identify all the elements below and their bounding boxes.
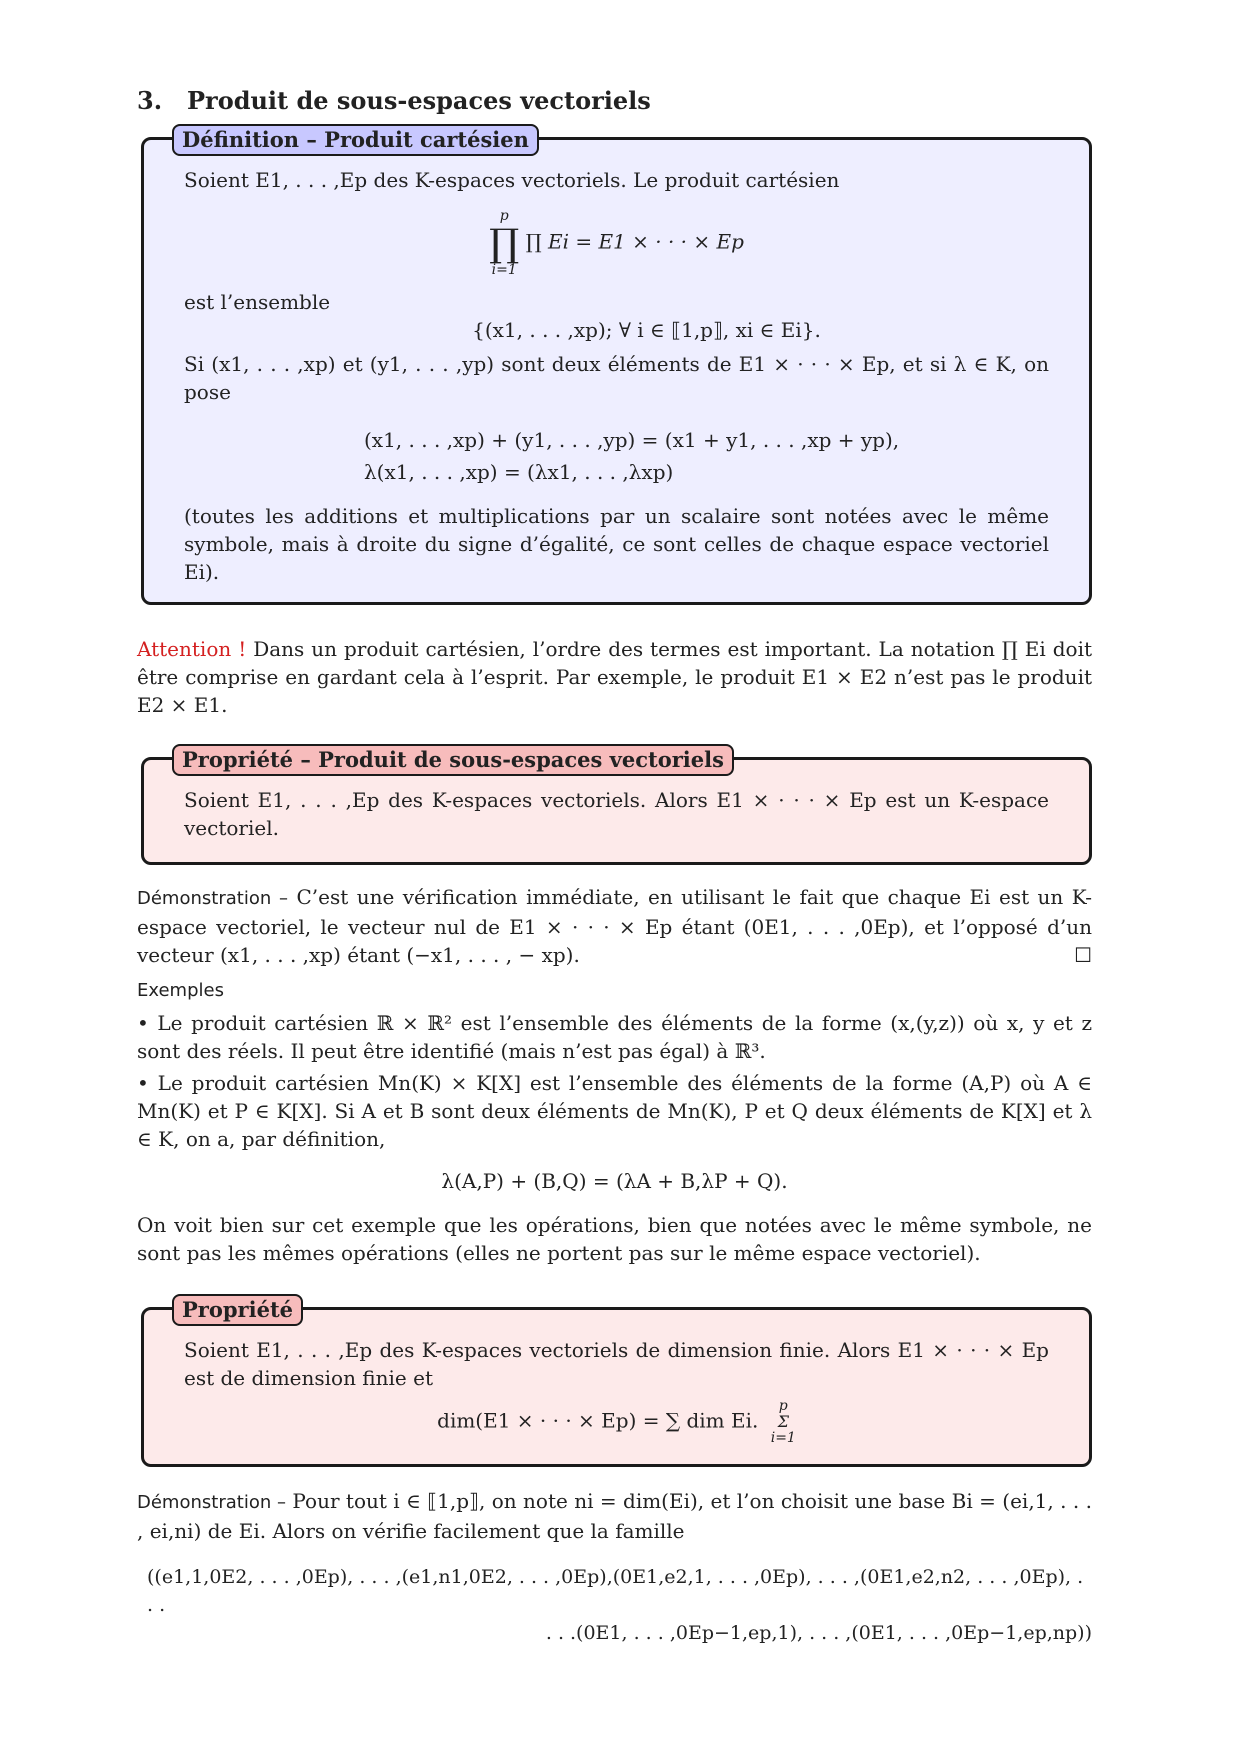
qed-symbol: ☐: [1074, 943, 1092, 967]
attention-text: Dans un produit cartésien, l’ordre des termes est important. La notation ∏ Ei doit être comprise en gardant cela à l’esprit. Par exemple, le produit E1 × E2 n’est pas le produit E2 × E1.: [137, 637, 1093, 717]
basis-family: [137, 1563, 1092, 1647]
document-page: [137, 86, 1092, 1647]
demonstration-1: [137, 883, 1092, 969]
demonstration-label-1: Démonstration –: [137, 888, 289, 909]
definition-if-line: Si (x1, . . . ,xp) et (y1, . . . ,yp) sont deux éléments de E1 × · · · × Ep, et si λ ∈ K, on pose: [184, 352, 1049, 404]
sum-limits: p Σ i=1: [770, 1398, 796, 1446]
product-operator: p ∏ i=1: [489, 208, 520, 278]
definition-note: (toutes les additions et multiplications par un scalaire sont notées avec le même symbole, mais à droite du signe d’égalité, ce sont celles de chaque espace vectoriel Ei).: [184, 504, 1049, 584]
section-number: 3.: [137, 86, 163, 115]
demonstration-text-2: Pour tout i ∈ ⟦1,p⟧, on note ni = dim(Ei), et l’on choisit une base Bi = (ei,1, . . . , ei,ni) de Ei. Alors on vérifie facilement que la famille: [137, 1489, 1092, 1543]
product-formula-text: ∏ Ei = E1 × · · · × Ep: [525, 229, 744, 254]
operation-sum: (x1, . . . ,xp) + (y1, . . . ,yp) = (x1 + y1, . . . ,xp + yp),: [364, 428, 900, 452]
definition-box: [141, 127, 1092, 605]
definition-intro: Soient E1, . . . ,Ep des K-espaces vectoriels. Le produit cartésien: [184, 168, 840, 192]
family-line-1: ((e1,1,0E2, . . . ,0Ep), . . . ,(e1,n1,0E2, . . . ,0Ep),(0E1,e2,1, . . . ,0Ep), . . . ,(0E1,e2,n2, . . . ,0Ep), . . .: [147, 1566, 1084, 1616]
property-box-1: [141, 747, 1092, 865]
example-2: • Le produit cartésien Mn(K) × K[X] est l’ensemble des éléments de la forme (A,P) où A ∈ Mn(K) et P ∈ K[X]. Si A et B sont deux éléments de Mn(K), P et Q deux éléments de K[X] et λ ∈ K, on a, par définition,: [137, 1071, 1092, 1151]
product-formula: [184, 208, 1049, 278]
demonstration-text-1: C’est une vérification immédiate, en utilisant le fait que chaque Ei est un K-espace vectoriel, le vecteur nul de E1 × · · · × Ep étant (0E1, . . . ,0Ep), et l’opposé d’un vecteur (x1, . . . ,xp) étant (−x1, . . . , − xp).: [137, 885, 1092, 967]
property-box-2: [141, 1297, 1092, 1467]
section-title: Produit de sous-espaces vectoriels: [187, 86, 651, 115]
family-line-2: . . .(0E1, . . . ,0Ep−1,ep,1), . . . ,(0E1, . . . ,0Ep−1,ep,np)): [545, 1622, 1092, 1644]
attention-label: Attention !: [137, 637, 247, 661]
demonstration-2: [137, 1487, 1092, 1545]
example-formula: λ(A,P) + (B,Q) = (λA + B,λP + Q).: [441, 1169, 788, 1193]
property-text-1: Soient E1, . . . ,Ep des K-espaces vectoriels. Alors E1 × · · · × Ep est un K-espace vectoriel.: [184, 788, 1049, 840]
section-heading: [137, 86, 1092, 115]
dimension-formula-text: dim(E1 × · · · × Ep) = ∑ dim Ei.: [437, 1408, 759, 1433]
operation-scalar: λ(x1, . . . ,xp) = (λx1, . . . ,λxp): [364, 460, 674, 484]
demonstration-label-2: Démonstration –: [137, 1492, 286, 1513]
definition-is-set: est l’ensemble: [184, 290, 331, 314]
examples-conclusion: On voit bien sur cet exemple que les opérations, bien que notées avec le même symbole, ne sont pas les mêmes opérations (elles ne portent pas sur le même espace vectoriel).: [137, 1213, 1092, 1265]
examples-label: Exemples: [137, 980, 224, 1001]
definition-tag: Définition – Produit cartésien: [172, 124, 539, 156]
set-formula: {(x1, . . . ,xp); ∀ i ∈ ⟦1,p⟧, xi ∈ Ei}.: [472, 318, 821, 342]
operations-block: [364, 426, 1049, 486]
dimension-formula: [184, 1398, 1049, 1446]
example-1: • Le produit cartésien ℝ × ℝ² est l’ensemble des éléments de la forme (x,(y,z)) où x, y et z sont des réels. Il peut être identifié (mais n’est pas égal) à ℝ³.: [137, 1011, 1092, 1063]
property-tag-2: Propriété: [172, 1294, 303, 1326]
property-text-2: Soient E1, . . . ,Ep des K-espaces vectoriels de dimension finie. Alors E1 × · · · × Ep est de dimension finie et: [184, 1338, 1049, 1390]
attention-paragraph: [137, 635, 1092, 719]
property-tag-1: Propriété – Produit de sous-espaces vectoriels: [172, 744, 734, 776]
